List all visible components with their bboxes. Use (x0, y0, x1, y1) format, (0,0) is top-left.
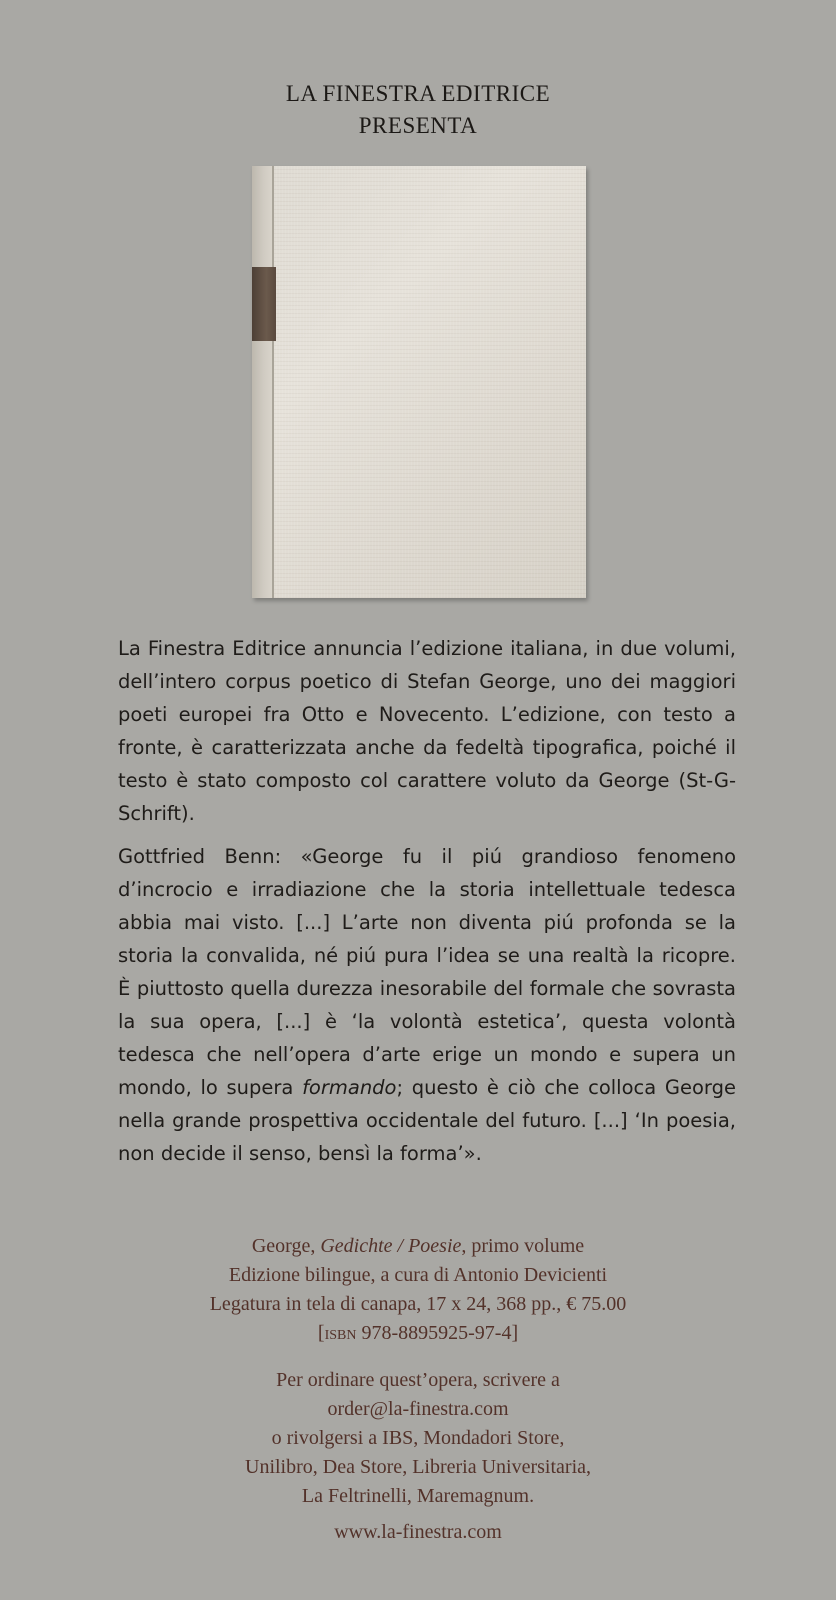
volume-label: , primo volume (461, 1235, 585, 1257)
benn-quote-text: Gottfried Benn: «George fu il piú grandioso fenomeno d’incrocio e irradiazione che la storia intellettuale tedesca abbia mai visto. [...] L’arte non diventa piú profonda se la storia la convalida, né piú pura l’idea se una realtà la ricopre. È piuttosto quella durezza inesorabile del formale che sovrasta la sua opera, [...] è ‘la volontà estetica’, questa volontà tedesca che nell’opera d’arte erige un mondo e supera un mondo, lo supera (118, 845, 736, 1099)
ordering-line-3: o rivolgersi a IBS, Mondadori Store, (271, 1427, 565, 1449)
presents-label: PRESENTA (358, 113, 478, 138)
book-title: Gedichte / Poesie (320, 1235, 462, 1257)
isbn-line (0, 1319, 836, 1348)
isbn-label: isbn (324, 1322, 357, 1344)
book-spine-hinge (272, 166, 274, 598)
order-email-link[interactable]: order@la-finestra.com (327, 1398, 509, 1420)
publisher-name: LA FINESTRA EDITRICE (285, 81, 551, 106)
ordering-info (0, 1366, 836, 1511)
book-details (0, 1232, 836, 1348)
book-spine-label (252, 267, 276, 341)
edition-line: Edizione bilingue, a cura di Antonio Devicienti (228, 1264, 608, 1286)
publisher-heading (0, 78, 836, 142)
ordering-line-5: La Feltrinelli, Maremagnum. (301, 1485, 535, 1507)
benn-quote-paragraph (118, 840, 736, 1170)
benn-quote-text-end: ; questo è ciò che colloca George nella grande prospettiva occidentale del futuro. [...] ‘In poesia, non decide il senso, bensì la forma’». (118, 1076, 736, 1165)
ordering-line-1: Per ordinare quest’opera, scrivere a (276, 1369, 560, 1391)
announcement-paragraph: La Finestra Editrice annuncia l’edizione italiana, in due volumi, dell’intero corpus poetico di Stefan George, uno dei maggiori poeti europei fra Otto e Novecento. L’edizione, con testo a fronte, è caratterizzata anche da fedeltà tipografica, poiché il testo è stato composto col carattere voluto da George (St-G-Schrift). (118, 637, 736, 825)
book-spine (252, 166, 272, 598)
author-name: George, (251, 1235, 321, 1257)
book-title-line (0, 1232, 836, 1261)
isbn-bracket: [ (317, 1322, 325, 1344)
ordering-line-4: Unilibro, Dea Store, Libreria Universitaria, (245, 1456, 591, 1478)
binding-line: Legatura in tela di canapa, 17 x 24, 368 pp., € 75.00 (209, 1293, 627, 1315)
website-link[interactable]: www.la-finestra.com (334, 1521, 502, 1543)
benn-quote-italic: formando (302, 1076, 397, 1099)
isbn-number: 978-8895925-97-4] (356, 1322, 519, 1344)
book-cover-image (252, 166, 586, 598)
